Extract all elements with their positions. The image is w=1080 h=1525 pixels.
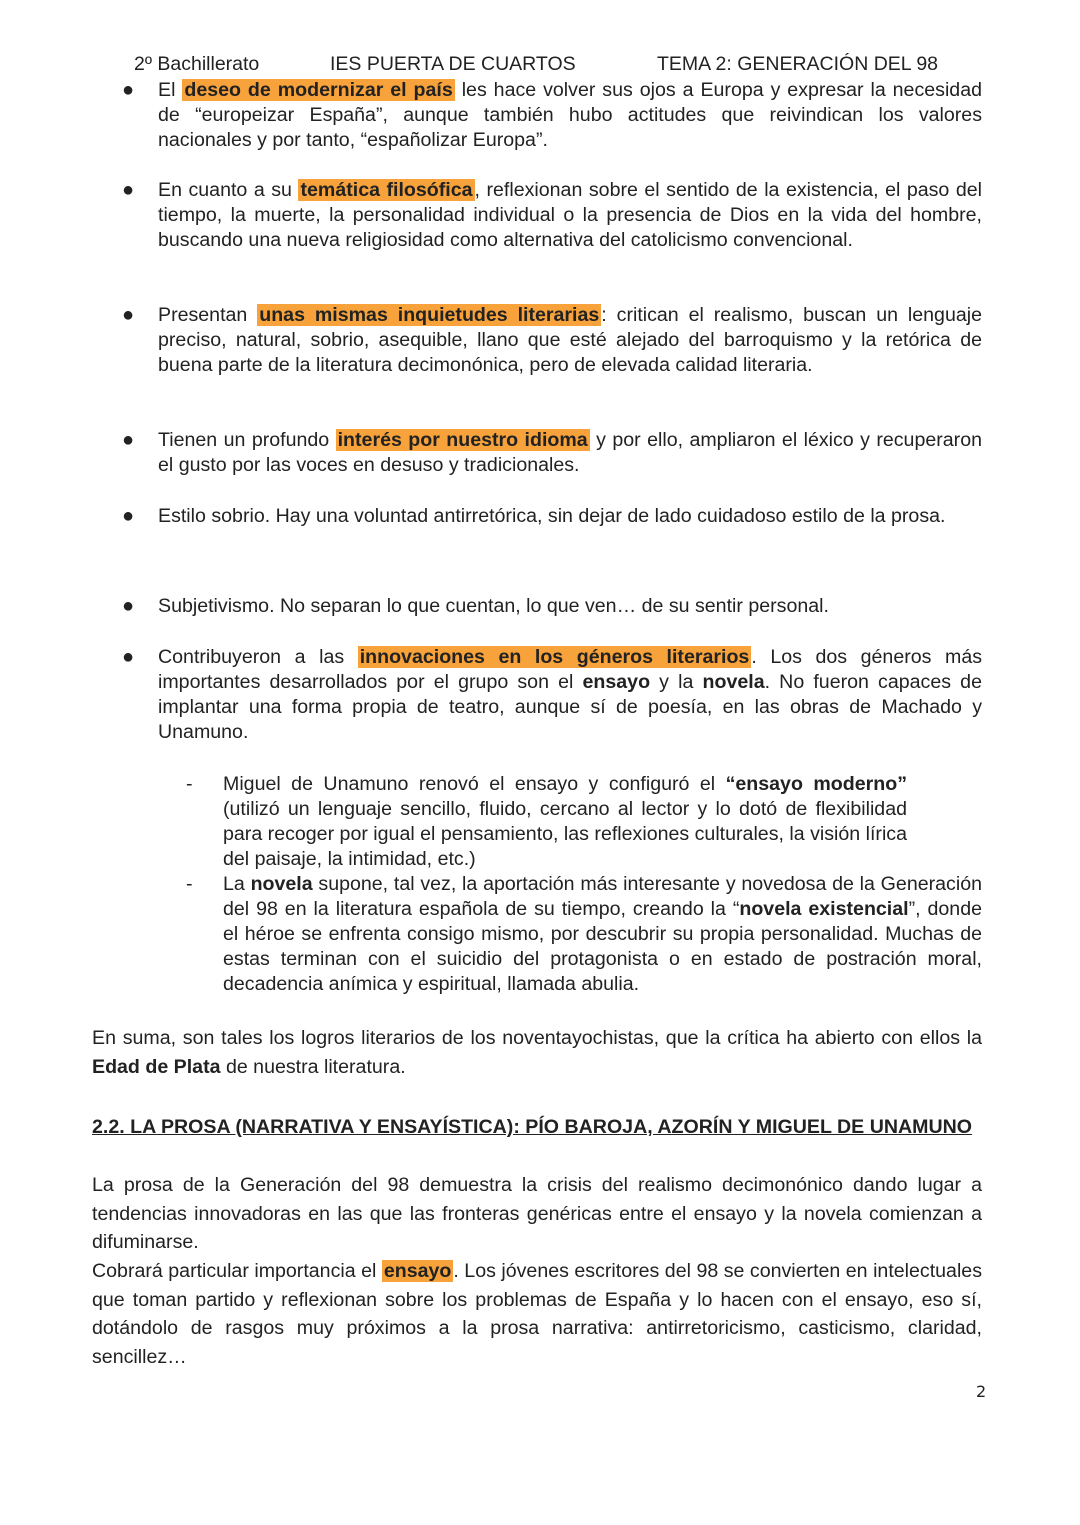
section-heading: 2.2. LA PROSA (NARRATIVA Y ENSAYÍSTICA): PÍO BAROJA, AZORÍN Y MIGUEL DE UNAMUNO: [92, 1116, 973, 1138]
bullet-icon: ●: [122, 79, 135, 101]
page-number: 2: [976, 1382, 987, 1401]
highlight: interés por nuestro idioma: [337, 429, 588, 451]
list-item: - Miguel de Unamuno renovó el ensayo y configuró el “ensayo moderno” (utilizó un lenguaje sencillo, fluido, cercano al lector y lo dotó de flexibilidad para recoger por igual el pensamiento, las reflexiones culturales, la visión lírica del paisaje, la intimidad, etc.): [186, 773, 907, 870]
bullet-text: En cuanto a su temática filosófica , reflexionan sobre el sentido de la existencia, el paso del tiempo, la muerte, la personalidad individual o la presencia de Dios en la vida del hombre, buscando una nueva religiosidad como alternativa del catolicismo convencional.: [158, 179, 982, 251]
highlight: deseo de modernizar el país: [184, 79, 453, 101]
sub-list: [186, 872, 982, 997]
bullet-text: Tienen un profundo interés por nuestro idioma y por ello, ampliaron el léxico y recuperaron el gusto por las voces en desuso y tradicionales.: [158, 429, 982, 476]
header-course: 2º Bachillerato: [134, 53, 260, 75]
summary-paragraph: En suma, son tales los logros literarios de los noventayochistas, que la crítica ha abierto con ellos la Edad de Plata de nuestra literatura.: [92, 1027, 982, 1078]
bullet-icon: ●: [122, 429, 135, 451]
section-paragraph: Cobrará particular importancia el ensayo . Los jóvenes escritores del 98 se convierten en intelectuales que toman partido y reflexionan sobre los problemas de España y lo hacen con el ensayo, eso sí, dotándolo de rasgos muy próximos a la prosa narrativa: antirretoricismo, casticismo, claridad, sencillez…: [92, 1260, 982, 1368]
section-paragraph: La prosa de la Generación del 98 demuestra la crisis del realismo decimonónico dando lugar a tendencias innovadoras en las que las fronteras genéricas entre el ensayo y la novela comienzan a difuminarse.: [92, 1174, 982, 1254]
highlight: unas mismas inquietudes literarias: [259, 304, 600, 326]
bullet-text: Presentan unas mismas inquietudes literarias : critican el realismo, buscan un lenguaje preciso, natural, sobrio, asequible, llano que esté alejado del barroquismo y la retórica de buena parte de la literatura decimonónica, pero de elevada calidad literaria.: [158, 304, 983, 376]
bullet-text: El deseo de modernizar el país les hace volver sus ojos a Europa y expresar la necesidad de “europeizar España”, aunque también hubo actitudes que reivindican los valores nacionales y por tanto, “españolizar Europa”.: [158, 79, 982, 151]
highlight: innovaciones en los géneros literarios: [359, 646, 750, 668]
bullet-icon: ●: [122, 595, 135, 617]
bullet-text: Contribuyeron a las innovaciones en los géneros literarios . Los dos géneros más importantes desarrollados por el grupo son el ensayo y la novela. No fueron capaces de implantar una forma propia de teatro, aunque sí de poesía, en las obras de Machado y Unamuno.: [158, 646, 983, 743]
bullet-icon: ●: [122, 646, 135, 668]
page-header: [0, 53, 1080, 81]
bullet-text: Estilo sobrio. Hay una voluntad antirretórica, sin dejar de lado cuidadoso estilo de la prosa.: [158, 505, 946, 527]
dash-marker: -: [186, 873, 193, 895]
highlight: ensayo: [383, 1260, 452, 1282]
bullet-icon: ●: [122, 304, 135, 326]
list-item: - La novela supone, tal vez, la aportación más interesante y novedosa de la Generación del 98 en la literatura española de su tiempo, creando la “novela existencial”, donde el héroe se enfrenta consigo mismo, por descubrir su propia personalidad. Muchas de estas terminan con el suicidio del protagonista o en estado de postración moral, decadencia anímica y espiritual, llamada abulia.: [186, 873, 982, 995]
bullet-icon: ●: [122, 505, 135, 527]
header-school: IES PUERTA DE CUARTOS: [330, 53, 576, 75]
bullet-text: Subjetivismo. No separan lo que cuentan, lo que ven… de su sentir personal.: [158, 595, 829, 617]
dash-marker: -: [186, 773, 193, 795]
header-topic: TEMA 2: GENERACIÓN DEL 98: [657, 53, 939, 75]
highlight: temática filosófica: [300, 179, 473, 201]
sub-list: [186, 772, 907, 872]
bullet-icon: ●: [122, 179, 135, 201]
